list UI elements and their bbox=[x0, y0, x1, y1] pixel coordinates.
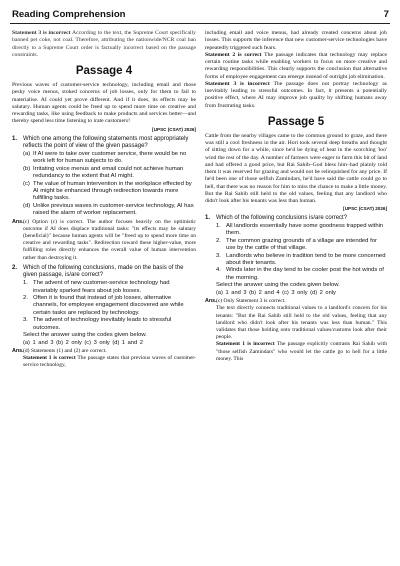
answer-text: (c) Option (c) is correct. The author focuses heavily on the optimistic outcome if AI does displace traditional tasks: "its effects may be salutary (beneficial)" because human agents will be "freed up to spend more time on creative and rewarding tasks". Redirection toward these higher-value, more fulfilling roles directly enhances the overall value of human intervention rather than destroying it. bbox=[23, 218, 196, 261]
answer-label: Ans. bbox=[12, 218, 24, 225]
statement-item-1 bbox=[205, 223, 387, 238]
explanation-lead: Statement 1 is correct bbox=[23, 355, 76, 362]
explanation-text: The passage states that previous waves of customer-service technology, bbox=[23, 355, 196, 369]
question-1 bbox=[12, 136, 196, 151]
answer-label: Ans. bbox=[205, 298, 217, 305]
exam-tag: [UPSC (CSAT) 2026] bbox=[152, 126, 196, 132]
option-a bbox=[12, 151, 196, 166]
answer-text: (d) Statements (1) and (2) are correct. bbox=[23, 348, 107, 355]
item-label: 4. bbox=[216, 267, 221, 274]
item-label: 3. bbox=[216, 252, 221, 259]
section-title: Reading Comprehension bbox=[12, 9, 126, 20]
question-text: Which one among the following statements most appropriately reflects the point of view of the given passage? bbox=[23, 135, 189, 150]
option-b bbox=[12, 166, 196, 181]
statement-lead: Statement 3 is incorrect bbox=[12, 30, 71, 36]
left-column bbox=[12, 30, 196, 370]
statement-2-explanation bbox=[205, 52, 387, 81]
header-rule bbox=[10, 23, 390, 24]
item-text: The advent of technology inevitably leads to stressful outcomes. bbox=[33, 317, 172, 331]
item-label: 1. bbox=[216, 222, 221, 229]
option-text: Unlike previous waves in customer-service technology, AI has raised the alarm of worker replacement. bbox=[33, 202, 194, 217]
statement-3-explanation bbox=[205, 81, 387, 110]
option-label: (b) bbox=[23, 165, 31, 172]
prev-statement-3 bbox=[12, 30, 196, 59]
question-text: Which of the following conclusions is/are correct? bbox=[216, 215, 348, 222]
answer-codes: (a) 1 and 3 (b) 2 and 4 (c) 3 only (d) 2 only bbox=[216, 289, 336, 296]
item-text: Winds later in the day tend to be cooler post the hot winds of the morning. bbox=[226, 267, 384, 281]
statement-item-1 bbox=[12, 280, 196, 295]
item-label: 1. bbox=[23, 280, 28, 287]
continued-explanation: including email and voice menus, had already created concerns about job losses. This supports the inference that new customer-service technologies have repeatedly triggered such fears. bbox=[205, 30, 387, 51]
question-number: 2. bbox=[12, 264, 18, 271]
question-2 bbox=[12, 265, 196, 280]
codes-instruction: Select the answer using the codes given below. bbox=[23, 332, 147, 339]
answer-codes: (a) 1 and 3 (b) 2 only (c) 3 only (d) 1 and 2 bbox=[23, 339, 143, 346]
option-label: (d) bbox=[23, 202, 31, 209]
explanation-text: The passage explicitly contrasts Rai Sahib with "those selfish Zamindars" who would let the cattle go to hell for a little money. This bbox=[216, 341, 387, 362]
explanation-lead: Statement 1 is incorrect bbox=[216, 341, 275, 348]
statement-item-2 bbox=[205, 238, 387, 253]
statement-item-4 bbox=[205, 267, 387, 282]
explanation bbox=[12, 355, 196, 369]
question-number: 1. bbox=[12, 135, 18, 142]
statement-1-explanation bbox=[205, 341, 387, 363]
passage-5-text: Cattle from the nearby villages came to the common ground to graze, and there was still a cool freshness in the air. Hori took several deep breaths and thought of sitting down for a while, since he'd be dying of heat in the scorching 'loo' wind the rest of the day. A number of farmers were eager to farm this bit of land and had offered a good price, but Rai Sahib–God bless him–had plainly told them it was reserved for grazing and would not be relinquished for any price. If he'd been one of those selfish Zamindars, he'd have said the cattle could go to hell, that there was no reason for him to miss the chance to make a little money. But the Rai Sahib still held to the old values, feeling that any landlord who didn't look after his tenants was less than human. bbox=[205, 132, 387, 204]
passage-4-title: Passage 4 bbox=[75, 65, 133, 77]
codes-instruction: Select the answer using the codes given below. bbox=[216, 282, 340, 289]
item-label: 2. bbox=[23, 295, 28, 301]
option-text: If AI were to take over customer service, there would be no work left for human subjects to do. bbox=[33, 150, 187, 165]
statement-item-3 bbox=[205, 253, 387, 268]
page-number: 7 bbox=[383, 9, 389, 20]
option-c bbox=[12, 181, 196, 203]
exam-tag: [UPSC (CSAT) 2026] bbox=[343, 206, 387, 212]
item-text: The advent of new customer-service technology had invariably sparked fears about job losses. bbox=[33, 280, 170, 294]
statement-text: The passage indicates that technology may replace certain routine tasks while enabling workers to focus on more creative and rewarding responsibilities. This clearly supports the conclusion that alternative forms of employee engagement can emerge instead of outright job elimination. bbox=[205, 51, 387, 80]
question-text: Which of the following conclusions, made on the basis of the given passage, is/are correct? bbox=[23, 264, 184, 279]
item-text: Often it is found that instead of job losses, alternative channels, for employee engagement discovered are while certain tasks are replaced by technology. bbox=[33, 295, 184, 316]
option-label: (a) bbox=[23, 150, 31, 157]
passage-5-title: Passage 5 bbox=[267, 115, 325, 128]
option-text: The value of human intervention in the workplace effected by AI might be enhanced through redirection towards more fulfilling tasks. bbox=[33, 180, 192, 202]
item-label: 3. bbox=[23, 317, 28, 324]
question-1 bbox=[205, 215, 387, 223]
question-number: 1. bbox=[205, 215, 211, 222]
option-text: Irritating voice menus and email could not achieve human redundancy to the extent that AI might. bbox=[33, 165, 184, 180]
explanation: The text directly connects traditional values to a landlord's concern for his tenants: "But the Rai Sahib still held to the old values, feeling that any landlord who didn't look after his tenants was less than human." This validates that those holding onto traditional values/customs look after their people. bbox=[216, 305, 387, 341]
option-d bbox=[12, 203, 196, 218]
statement-lead: Statement 2 is correct bbox=[205, 51, 262, 58]
item-text: The common grazing grounds of a village are intended for use by the cattle of that village. bbox=[226, 237, 377, 252]
item-text: All landlords essentially have some goodness trapped within them. bbox=[226, 222, 384, 237]
answer-1 bbox=[12, 219, 196, 262]
page-header bbox=[0, 0, 400, 27]
answer-text: (c) Only Statement 3 is correct. bbox=[216, 298, 286, 305]
right-column bbox=[205, 30, 387, 363]
statement-text: The passage does not portray technology as inevitably leading to stressful outcomes. In fact, it presents a potentially positive effect, where AI may improve job quality by shifting humans away from frustrating tasks. bbox=[205, 80, 387, 109]
option-label: (c) bbox=[23, 180, 30, 187]
answer-label: Ans. bbox=[12, 348, 24, 355]
statement-item-3 bbox=[12, 317, 196, 332]
statement-lead: Statement 3 is incorrect bbox=[205, 80, 270, 87]
item-label: 2. bbox=[216, 237, 221, 244]
passage-4-text: Previous waves of customer-service technology, including email and those pesky voice menus, stoked concerns of job losses, only for them to fail to materialise. AI could yet prove different. And if it does, its effects may be salutary. Human agents could be freed up to spend more time on creative and rewarding tasks, like using feedback to make products and services better—and thereby spend less time listening to irate customers! bbox=[12, 82, 196, 125]
statement-item-2 bbox=[12, 295, 196, 317]
statement-text: According to the text, the Supreme Court specifically banned pet coke, not coal. Therefore, attributing the nationwide/NCR coal ban directly to a Supreme Court order is factually incorrect based on the passage constraints. bbox=[12, 30, 196, 58]
item-text: Landlords who believe in tradition tend to be more concerned about their tenants. bbox=[226, 252, 386, 266]
